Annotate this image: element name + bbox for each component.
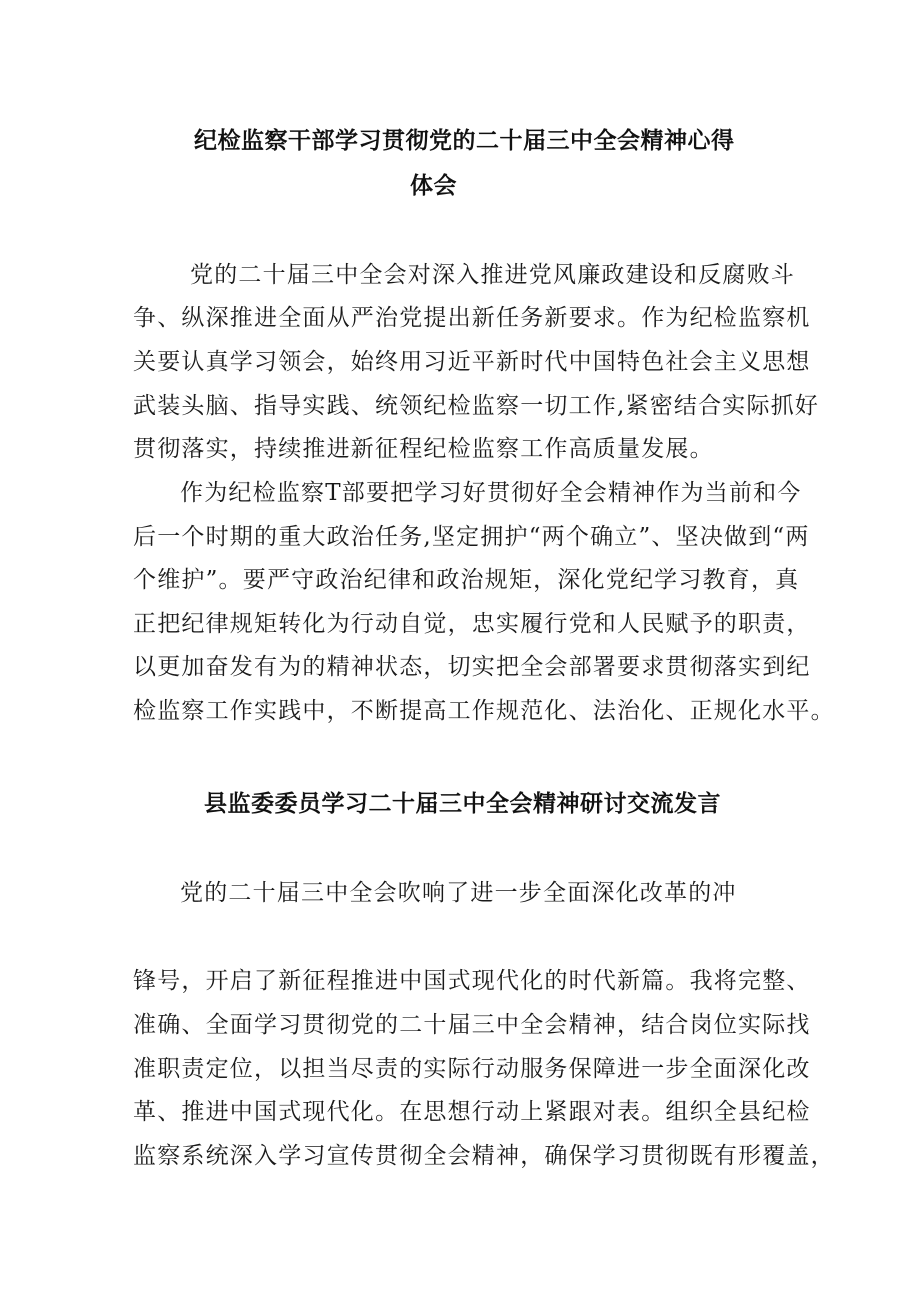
paragraph-line: 关要认真学习领会，始终用习近平新时代中国特色社会主义思想 — [133, 349, 811, 375]
paragraph-line: 争、纵深推进全面从严治党提出新任务新要求。作为纪检监察机 — [133, 305, 811, 331]
paragraph-line: 革、推进中国式现代化。在思想行动上紧跟对表。组织全县纪检 — [133, 1099, 811, 1125]
article-title-line-1: 纪检监察干部学习贯彻党的二十届三中全会精神心得 — [194, 127, 735, 154]
paragraph-line: 准职责定位，以担当尽责的实际行动服务保障进一步全面深化改 — [133, 1056, 811, 1082]
article-title-line-2: 体会 — [410, 172, 457, 199]
paragraph-line: 党的二十届三中全会吹响了进一步全面深化改革的冲 — [180, 880, 737, 906]
paragraph-line: 监察系统深入学习宣传贯彻全会精神，确保学习贯彻既有形覆盖， — [133, 1143, 835, 1169]
section-2-title: 县监委委员学习二十届三中全会精神研讨交流发言 — [204, 790, 721, 817]
paragraph-line: 正把纪律规矩转化为行动自觉，忠实履行党和人民赋予的职责， — [133, 611, 811, 637]
paragraph-line: 后一个时期的重大政治任务,坚定拥护“两个确立”、坚决做到“两 — [133, 524, 810, 550]
paragraph-line: 党的二十届三中全会对深入推进党风廉政建设和反腐败斗 — [190, 262, 795, 288]
paragraph-line: 个维护”。要严守政治纪律和政治规矩，深化党纪学习教育，真 — [133, 567, 800, 593]
paragraph-line: 锋号，开启了新征程推进中国式现代化的时代新篇。我将完整、 — [133, 968, 811, 994]
paragraph-line: 检监察工作实践中，不断提高工作规范化、法治化、正规化水平。 — [133, 698, 835, 724]
paragraph-line: 准确、全面学习贯彻党的二十届三中全会精神，结合岗位实际找 — [133, 1012, 811, 1038]
paragraph-line: 贯彻落实，持续推进新征程纪检监察工作高质量发展。 — [133, 436, 714, 462]
paragraph-line: 以更加奋发有为的精神状态，切实把全会部署要求贯彻落实到纪 — [133, 654, 811, 680]
paragraph-line: 作为纪检监察T部要把学习好贯彻好全会精神作为当前和今 — [180, 480, 802, 506]
paragraph-line: 武装头脑、指导实践、统领纪检监察一切工作,紧密结合实际抓好 — [133, 393, 820, 419]
